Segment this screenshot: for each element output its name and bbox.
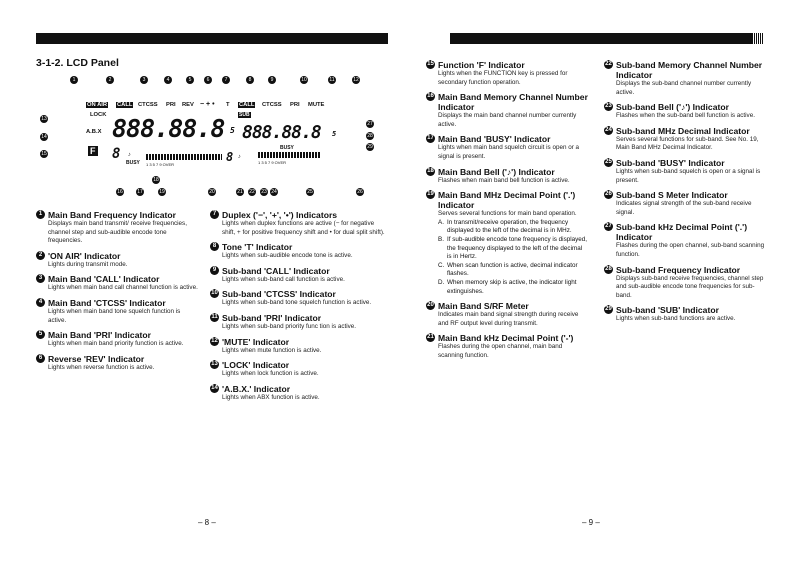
page-number-left: – 8 – [198,518,216,527]
sub-memory-channel-display: 8 [226,150,233,164]
left-column-2 [210,210,388,407]
item-title-text: 'LOCK' Indicator [222,360,290,371]
item-description: Indicates main band signal strength during receive and RF output level during transmit. [438,311,579,327]
item-number-badge: 25 [605,158,612,165]
item-description: Flashes during the open channel, sub-band scanning function. [616,242,765,258]
item-title [426,190,588,210]
item-8 [210,242,388,261]
item-title-text: Main Band 'BUSY' Indicator [438,134,551,145]
callout-19: 19 [159,189,165,195]
list-item [438,219,588,236]
page-number-right: – 9 – [582,518,600,527]
item-title [604,305,766,315]
list-text: If sub-audible encode tone frequency is displayed, the frequency displayed to the left of the decimal is in Hertz. [447,235,588,261]
callout-23: 23 [261,189,267,195]
main-busy-indicator: BUSY [126,160,140,166]
callout-10: 10 [301,77,307,83]
item-description: Displays main band transmit/ receive frequencies, channel step and sub-audible encode tone frequencies. [48,220,187,245]
rev-indicator: REV [182,102,194,108]
callout-27: 27 [367,121,373,127]
item-number-badge: 11 [211,313,218,320]
item-21 [426,333,588,360]
item-number-badge: 2 [36,251,45,260]
item-description: Lights when main band call channel function is active. [48,284,198,292]
sub-bell-icon: ♪ [238,154,241,160]
item-26 [604,190,766,217]
item-title [604,102,766,112]
item-number-badge: 6 [36,354,45,363]
item-16 [426,92,588,129]
callout-18: 18 [153,177,159,183]
item-title [210,210,388,220]
callout-20: 20 [209,189,215,195]
item-number-badge: 20 [427,302,434,309]
item-5 [36,330,200,349]
item-title-text: Function 'F' Indicator [438,60,525,70]
item-description: Indicates signal strength of the sub-band receive signal. [616,200,752,216]
item-title [210,360,388,370]
callout-7: 7 [222,76,230,84]
item-title-text: 'A.B.X.' Indicator [222,383,291,394]
item-description: Lights when sub-band functions are active. [616,315,736,323]
item-title [210,289,388,299]
list-item [438,236,588,262]
item-description: Lights when mute function is active. [222,346,322,354]
item-number-badge: 19 [427,191,434,198]
item-title [426,60,588,70]
item-number-badge: 7 [210,210,219,219]
item-description: Lights when sub-band tone squelch function is active. [222,299,372,307]
sub-s-meter [258,152,320,158]
main-bell-icon: ♪ [128,152,131,158]
header-bar-right [450,33,762,44]
item-title-text: Sub-band 'PRI' Indicator [222,312,322,323]
on-air-indicator: ON AIR [87,102,108,108]
main-ctcss-indicator: CTCSS [138,102,158,108]
item-title [210,242,388,252]
item-number-badge: 3 [36,274,45,283]
item-title [604,190,766,200]
item-title-text: 'MUTE' Indicator [222,336,290,347]
item-title [210,384,388,394]
item-title-text: Sub-band MHz Decimal Indicator [616,125,750,136]
item-description: Serves several functions for main band operation. [438,210,577,218]
item-number-badge: 5 [36,330,45,339]
item-14 [210,384,388,403]
item-number-badge: 12 [211,337,218,344]
item-number-badge: 29 [605,306,612,313]
item-description: Lights when sub-band squelch is open or a signal is present. [616,167,761,184]
callout-12: 12 [353,77,359,83]
item-description: Displays the sub-band channel number currently active. [616,80,752,96]
item-title [36,274,200,284]
item-20 [426,301,588,328]
decimal-point-functions-list [438,219,588,296]
item-6 [36,354,200,373]
item-title [36,330,200,340]
barcode-mark [752,33,764,44]
header-bar [36,33,388,44]
item-number-badge: 1 [36,210,45,219]
item-description: Lights when main band squelch circuit is open or a signal is present. [438,144,580,160]
item-title [36,298,200,308]
item-title [210,313,388,323]
item-title-text: Sub-band 'CALL' Indicator [222,265,330,276]
item-3 [36,274,200,293]
item-12 [210,337,388,356]
item-title [36,354,200,364]
item-description: Displays the main band channel number currently active. [438,112,577,128]
item-title-text: Main Band 'CALL' Indicator [48,274,160,285]
left-column-1 [36,210,200,377]
item-description: Lights when the FUNCTION key is pressed for secondary function operation. [438,70,568,86]
callout-16: 16 [117,189,123,195]
item-title [426,134,588,144]
item-2 [36,251,200,270]
item-title [604,222,766,242]
item-description: Lights when sub-band call function is active. [222,275,345,283]
item-title [426,167,588,177]
item-29 [604,305,766,324]
callout-3: 3 [140,76,148,84]
item-number-badge: 10 [211,290,218,297]
callout-11: 11 [329,77,335,83]
callout-13: 13 [41,116,47,122]
item-title [36,210,200,220]
callout-22: 22 [249,189,255,195]
item-description: Serves several functions for sub-band. See No. 19, Main Band MHz Decimal Indicator. [616,135,759,152]
list-marker: B. [438,235,444,243]
item-24 [604,126,766,153]
item-19 [426,190,588,296]
callout-14: 14 [41,134,47,140]
item-title-text: Sub-band 'CTCSS' Indicator [222,289,336,300]
item-number-badge: 22 [605,61,612,67]
item-title [426,301,588,311]
lock-indicator: LOCK [90,112,107,118]
item-title-text: Main Band 'CTCSS' Indicator [48,297,166,308]
list-marker: D. [438,278,445,286]
item-17 [426,134,588,161]
item-number-badge: 17 [427,135,434,142]
item-7 [210,210,388,237]
callout-28: 28 [367,133,373,139]
item-number-badge: 16 [427,93,434,100]
list-text: When scan function is active, decimal indicator flashes. [447,261,578,278]
item-number-badge: 15 [427,61,434,67]
item-23 [604,102,766,121]
callout-21: 21 [237,189,243,195]
tone-indicator: T [226,102,230,108]
function-indicator: F [90,146,96,156]
item-number-badge: 13 [211,361,218,368]
item-title-text: Main Band 'PRI' Indicator [48,330,151,341]
item-description: Lights when main band priority function is active. [48,340,184,348]
item-title-text: Sub-band 'BUSY' Indicator [616,157,725,168]
duplex-indicator: − + • [200,101,215,108]
item-27 [604,222,766,259]
sub-pri-indicator: PRI [290,102,300,108]
item-title [426,92,588,112]
item-title-text: Sub-band Bell ('♪') Indicator [616,102,729,113]
sub-call-indicator: CALL [239,102,255,108]
list-item [438,279,588,296]
callout-6: 6 [204,76,212,84]
item-title-text: Main Band S/RF Meter [438,301,529,312]
item-description: Lights when main band tone squelch function is active. [48,307,181,324]
list-text: In transmit/receive operation, the frequency displayed to the left of the decimal is in MHz. [447,218,572,235]
item-15 [426,60,588,87]
main-meter-scale: 1 3 5 7 9 OVER [146,162,175,167]
main-pri-indicator: PRI [166,102,176,108]
item-number-badge: 8 [210,242,219,251]
item-title [210,266,388,276]
main-memory-channel-display: 8 [112,146,120,162]
lcd-panel [86,102,376,174]
item-description: Flashes when the sub-band bell function is active. [616,112,755,120]
main-call-indicator: CALL [117,102,133,108]
list-marker: A. [438,218,444,226]
item-title-text: Sub-band S Meter Indicator [616,190,728,201]
sub-frequency-display: 888.88.8 [242,122,321,143]
item-description: Lights when ABX function is active. [222,393,320,401]
sub-busy-indicator: BUSY [280,145,294,151]
item-25 [604,158,766,185]
list-text: When memory skip is active, the indicator light extinguishes. [447,278,577,295]
item-title [604,60,766,80]
mute-indicator: MUTE [308,102,325,108]
item-title-text: Main Band Memory Channel Number Indicator [438,92,588,113]
item-11 [210,313,388,332]
item-22 [604,60,766,97]
item-description: Lights when duplex functions are active (− for negative shift, + for positive frequency shift and • for dual split shift). [222,220,385,236]
callout-25: 25 [307,189,313,195]
item-number-badge: 21 [427,334,434,341]
callout-8: 8 [246,76,254,84]
sub-meter-scale: 1 3 5 7 9 OVER [258,160,287,165]
main-frequency-display: 888.88.8 [112,114,225,143]
sub-frequency-small-digit: 5 [332,130,336,138]
item-number-badge: 14 [211,384,218,391]
item-10 [210,289,388,308]
item-13 [210,360,388,379]
item-description: Lights when lock function is active. [222,370,319,378]
left-page [0,0,396,561]
item-4 [36,298,200,325]
callout-2: 2 [106,76,114,84]
item-number-badge: 27 [605,223,612,230]
abx-indicator: A.B.X [86,129,102,135]
item-1 [36,210,200,246]
item-number-badge: 18 [427,167,434,174]
item-title-text: Sub-band Memory Channel Number Indicator [616,60,763,80]
item-number-badge: 4 [36,298,45,307]
item-title-text: Tone 'T' Indicator [222,242,293,253]
item-number-badge: 26 [605,191,612,198]
callout-26: 26 [357,189,363,195]
item-title-text: 'ON AIR' Indicator [48,250,121,261]
item-title-text: Sub-band Frequency Indicator [616,264,741,275]
item-title-text: Main Band MHz Decimal Point ('.') Indicator [438,190,576,211]
callout-17: 17 [137,189,143,195]
callout-29: 29 [367,144,373,150]
item-number-badge: 9 [210,266,219,275]
item-description: Lights during transmit mode. [48,260,128,268]
callout-15: 15 [41,151,47,157]
item-title-text: Main Band Frequency Indicator [48,210,176,220]
item-28 [604,265,766,301]
callout-4: 4 [164,76,172,84]
item-title [210,337,388,347]
main-s-rf-meter [146,154,222,160]
callout-9: 9 [268,76,276,84]
list-item [438,262,588,279]
sub-indicator: SUB [239,112,250,118]
item-18 [426,167,588,186]
callout-24: 24 [271,189,277,195]
item-number-badge: 23 [605,103,612,110]
item-title-text: Duplex ('−', '+', '•') Indicators [222,210,338,220]
item-description: Flashes when main band bell function is active. [438,176,570,184]
right-page [396,0,793,561]
item-title-text: Main Band Bell ('♪') Indicator [438,166,555,177]
item-title-text: Main Band kHz Decimal Point ('-') [438,333,574,344]
section-title: 3-1-2. LCD Panel [36,57,119,69]
item-title [604,265,766,275]
item-description: Lights when reverse function is active. [48,363,155,371]
item-title [604,158,766,168]
right-column-2 [604,60,766,329]
item-description: Lights when sub-audible encode tone is active. [222,252,353,260]
item-title-text: Sub-band kHz Decimal Point ('.') Indicator [616,222,748,243]
item-title [36,251,200,261]
item-title [604,126,766,136]
item-title-text: Reverse 'REV' Indicator [48,353,145,364]
sub-ctcss-indicator: CTCSS [262,102,282,108]
item-description: Flashes during the open channel, main band scanning function. [438,343,563,359]
item-description: Lights when sub-band priority func tion is active. [222,322,357,330]
item-number-badge: 24 [605,126,612,133]
list-marker: C. [438,261,445,269]
item-number-badge: 28 [605,265,612,272]
callout-5: 5 [186,76,194,84]
callout-1: 1 [70,76,78,84]
item-title-text: Sub-band 'SUB' Indicator [616,305,719,316]
item-title [426,333,588,343]
main-frequency-small-digit: 5 [230,126,234,135]
lcd-diagram [36,72,376,207]
right-column-1 [426,60,588,365]
item-description: Displays sub-band receive frequencies, channel step and sub-audible encode tone frequencies for sub-band. [616,274,764,299]
item-9 [210,266,388,285]
